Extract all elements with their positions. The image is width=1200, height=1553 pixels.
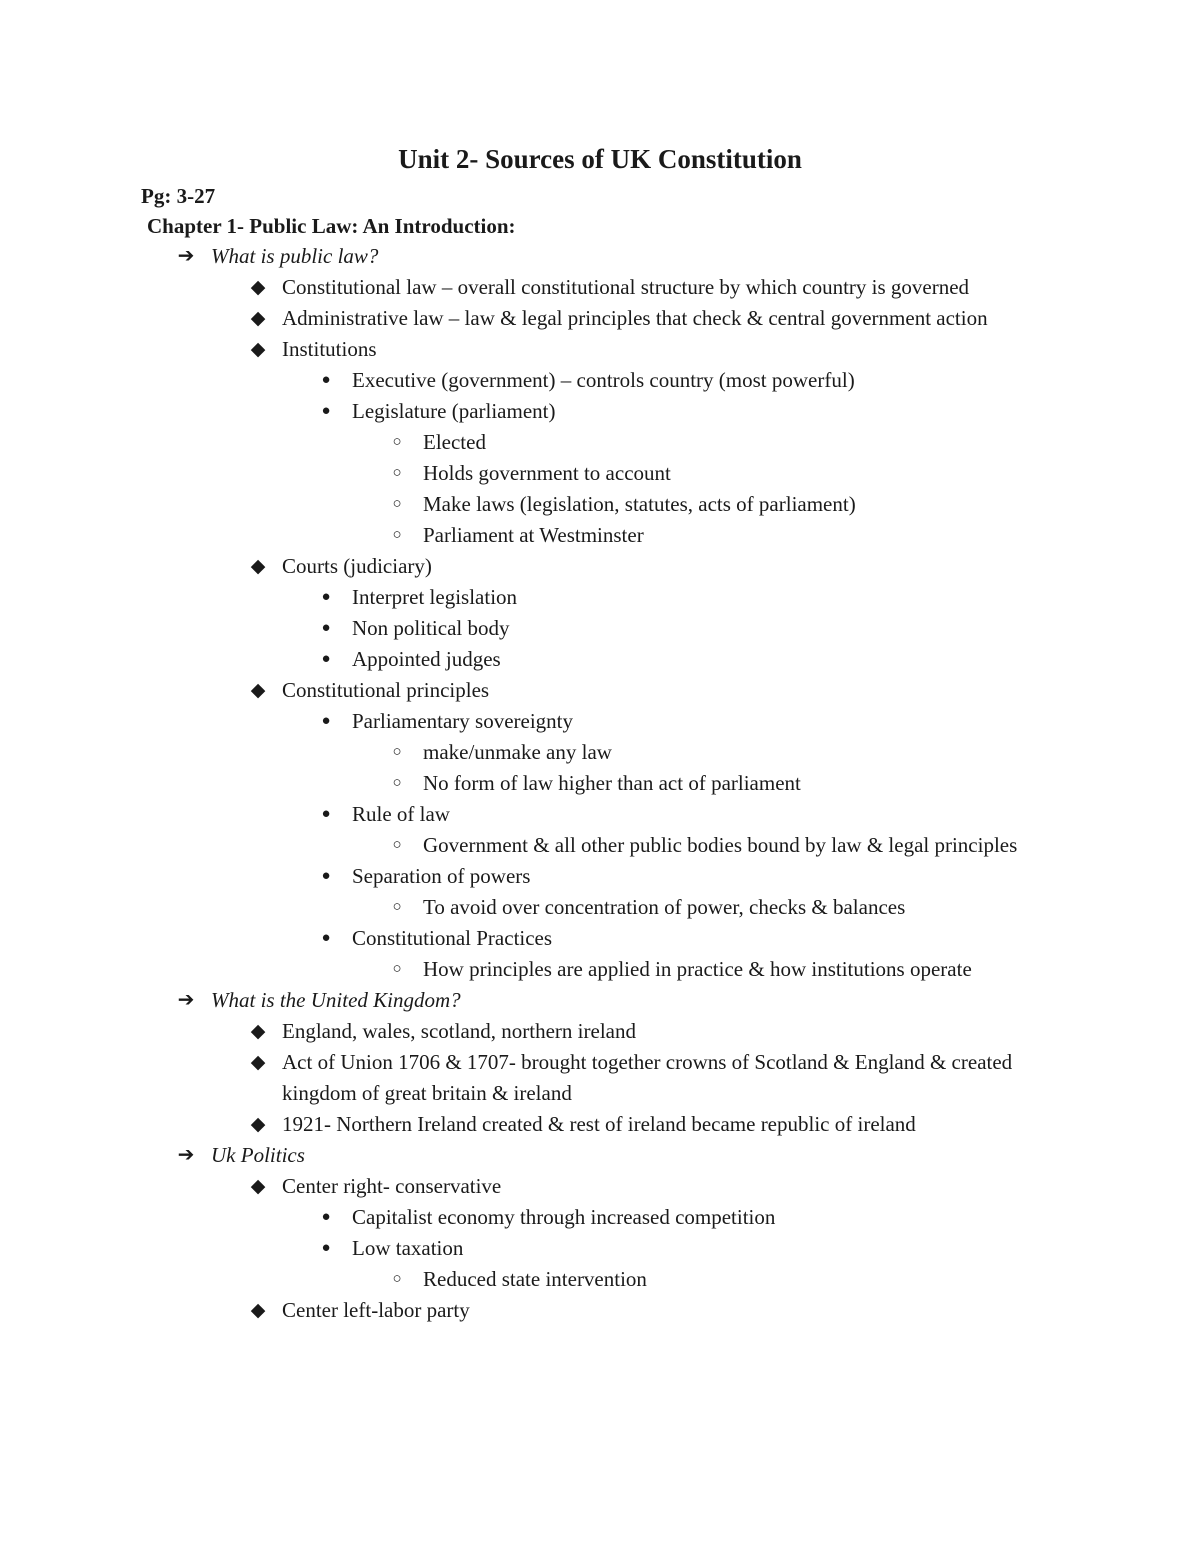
outline-item-level-1	[0, 985, 1200, 1016]
outline-item-text: Capitalist economy through increased competition	[352, 1205, 776, 1229]
outline-item-level-2	[0, 303, 1200, 334]
outline-item-level-1	[0, 1140, 1200, 1171]
arrow-bullet-icon: ➔	[177, 1144, 195, 1166]
chapter-heading: Chapter 1- Public Law: An Introduction:	[147, 214, 516, 238]
outline-item-level-3	[0, 799, 1200, 830]
outline-item-text: What is public law?	[211, 244, 379, 268]
outline-item-level-2	[0, 675, 1200, 706]
outline-item-level-3	[0, 1233, 1200, 1264]
outline-item-text: make/unmake any law	[423, 740, 612, 764]
diamond-bullet-icon: ◆	[250, 277, 266, 298]
diamond-bullet-icon: ◆	[250, 308, 266, 329]
filled-circle-bullet-icon: ●	[321, 868, 331, 884]
diamond-bullet-icon: ◆	[250, 556, 266, 577]
outline-item-text: How principles are applied in practice & how institutions operate	[423, 957, 972, 981]
outline-item-text: Interpret legislation	[352, 585, 518, 609]
outline-item-text: No form of law higher than act of parliament	[423, 771, 801, 795]
outline-item-level-3	[0, 613, 1200, 644]
diamond-bullet-icon: ◆	[250, 1176, 266, 1197]
filled-circle-bullet-icon: ●	[321, 930, 331, 946]
outline-item-text: Legislature (parliament)	[352, 399, 556, 423]
outline-item-level-2	[0, 334, 1200, 365]
outline-item-text: Reduced state intervention	[423, 1267, 647, 1291]
hollow-circle-bullet-icon: ○	[392, 744, 402, 760]
hollow-circle-bullet-icon: ○	[392, 465, 402, 481]
document-title: Unit 2- Sources of UK Constitution	[398, 144, 802, 174]
outline-item-level-4	[0, 768, 1200, 799]
outline-item-level-2	[0, 272, 1200, 303]
outline-item-text: What is the United Kingdom?	[211, 988, 461, 1012]
arrow-bullet-icon: ➔	[177, 989, 195, 1011]
outline-item-level-4	[0, 830, 1200, 861]
outline-item-level-2	[0, 1109, 1200, 1140]
filled-circle-bullet-icon: ●	[321, 1209, 331, 1225]
outline-item-level-2	[0, 1295, 1200, 1326]
outline-item-level-4	[0, 1264, 1200, 1295]
notes-outline	[0, 241, 1200, 1326]
filled-circle-bullet-icon: ●	[321, 806, 331, 822]
hollow-circle-bullet-icon: ○	[392, 961, 402, 977]
outline-item-text: Low taxation	[352, 1236, 464, 1260]
outline-item-level-4	[0, 489, 1200, 520]
outline-item-text: Constitutional Practices	[352, 926, 553, 950]
outline-item-text: Executive (government) – controls country (most powerful)	[352, 368, 855, 392]
hollow-circle-bullet-icon: ○	[392, 837, 402, 853]
outline-item-text: Courts (judiciary)	[282, 554, 432, 578]
filled-circle-bullet-icon: ●	[321, 372, 331, 388]
hollow-circle-bullet-icon: ○	[392, 527, 402, 543]
outline-item-text: Constitutional law – overall constitutional structure by which country is governed	[282, 275, 970, 299]
outline-item-text: Administrative law – law & legal principles that check & central government action	[282, 306, 988, 330]
outline-item-level-4	[0, 954, 1200, 985]
hollow-circle-bullet-icon: ○	[392, 775, 402, 791]
diamond-bullet-icon: ◆	[250, 1300, 266, 1321]
outline-item-text: Act of Union 1706 & 1707- brought together crowns of Scotland & England & created kingdom of great britain & ireland	[282, 1050, 1013, 1105]
outline-item-text: 1921- Northern Ireland created & rest of ireland became republic of ireland	[282, 1112, 916, 1136]
arrow-bullet-icon: ➔	[177, 245, 195, 267]
diamond-bullet-icon: ◆	[250, 1114, 266, 1135]
hollow-circle-bullet-icon: ○	[392, 1271, 402, 1287]
outline-item-text: Center right- conservative	[282, 1174, 502, 1198]
outline-item-level-3	[0, 365, 1200, 396]
hollow-circle-bullet-icon: ○	[392, 434, 402, 450]
outline-item-level-3	[0, 582, 1200, 613]
outline-item-text: Appointed judges	[352, 647, 501, 671]
outline-item-text: To avoid over concentration of power, checks & balances	[423, 895, 906, 919]
outline-item-level-2	[0, 1016, 1200, 1047]
outline-item-level-4	[0, 892, 1200, 923]
outline-item-level-3	[0, 706, 1200, 737]
filled-circle-bullet-icon: ●	[321, 620, 331, 636]
filled-circle-bullet-icon: ●	[321, 1240, 331, 1256]
diamond-bullet-icon: ◆	[250, 339, 266, 360]
outline-item-text: Parliamentary sovereignty	[352, 709, 574, 733]
outline-item-text: Separation of powers	[352, 864, 531, 888]
outline-item-level-4	[0, 427, 1200, 458]
hollow-circle-bullet-icon: ○	[392, 496, 402, 512]
filled-circle-bullet-icon: ●	[321, 651, 331, 667]
outline-item-level-3	[0, 644, 1200, 675]
outline-item-level-3	[0, 1202, 1200, 1233]
outline-item-level-3	[0, 396, 1200, 427]
outline-item-text: Government & all other public bodies bound by law & legal principles	[423, 833, 1018, 857]
outline-item-text: Institutions	[282, 337, 377, 361]
filled-circle-bullet-icon: ●	[321, 713, 331, 729]
outline-item-level-3	[0, 923, 1200, 954]
outline-item-text: England, wales, scotland, northern ireland	[282, 1019, 636, 1043]
outline-item-text: Parliament at Westminster	[423, 523, 644, 547]
outline-item-level-3	[0, 861, 1200, 892]
outline-item-text: Center left-labor party	[282, 1298, 470, 1322]
outline-item-level-2	[0, 1047, 1200, 1109]
outline-item-text: Uk Politics	[211, 1143, 305, 1167]
outline-item-text: Constitutional principles	[282, 678, 490, 702]
outline-item-level-2	[0, 1171, 1200, 1202]
outline-item-level-4	[0, 520, 1200, 551]
outline-item-level-1	[0, 241, 1200, 272]
page-range: Pg: 3-27	[141, 184, 216, 208]
outline-item-level-4	[0, 458, 1200, 489]
outline-item-text: Rule of law	[352, 802, 450, 826]
outline-item-text: Holds government to account	[423, 461, 671, 485]
diamond-bullet-icon: ◆	[250, 1052, 266, 1073]
filled-circle-bullet-icon: ●	[321, 403, 331, 419]
outline-item-text: Make laws (legislation, statutes, acts of parliament)	[423, 492, 856, 516]
outline-item-level-2	[0, 551, 1200, 582]
outline-item-text: Non political body	[352, 616, 510, 640]
filled-circle-bullet-icon: ●	[321, 589, 331, 605]
diamond-bullet-icon: ◆	[250, 680, 266, 701]
outline-item-text: Elected	[423, 430, 486, 454]
outline-item-level-4	[0, 737, 1200, 768]
hollow-circle-bullet-icon: ○	[392, 899, 402, 915]
diamond-bullet-icon: ◆	[250, 1021, 266, 1042]
